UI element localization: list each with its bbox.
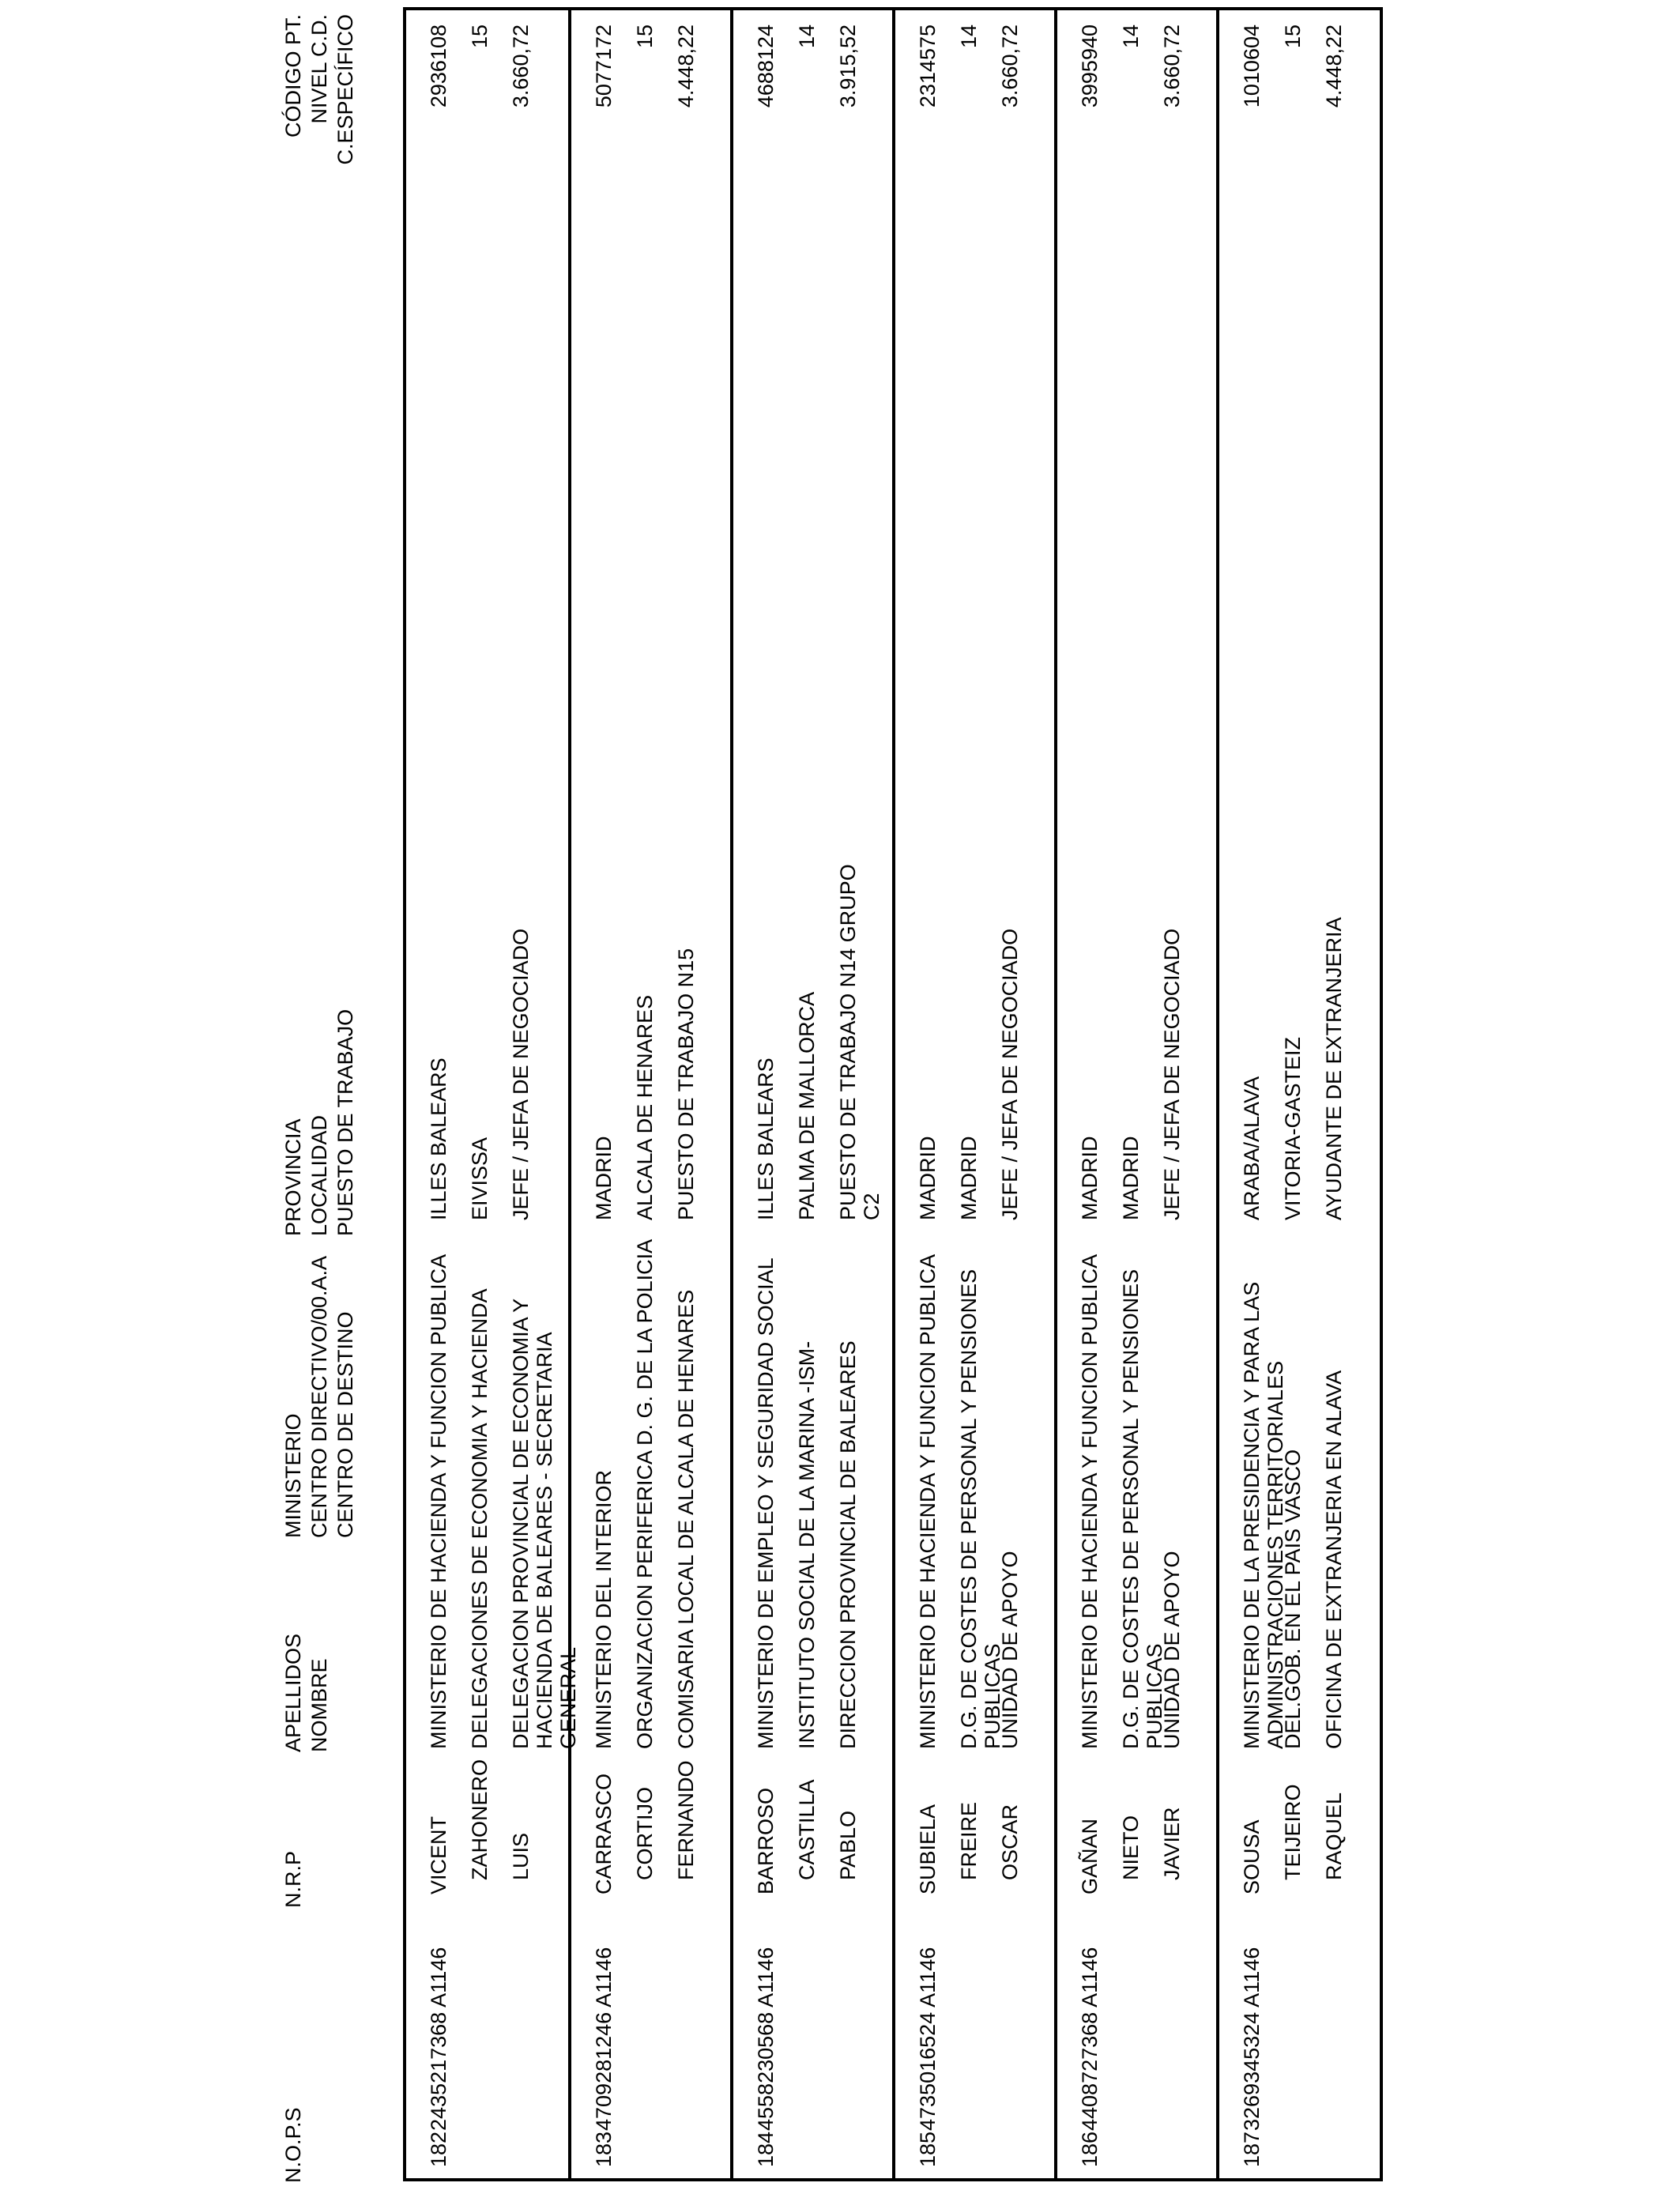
- puesto-value: PUESTO DE TRABAJO N14 GRUPO C2: [836, 864, 883, 1220]
- records-table: [403, 7, 1383, 2181]
- apellido2-value: NIETO: [1119, 1815, 1143, 1880]
- centro-destino-value: DELEGACION PROVINCIAL DE ECONOMIA Y HACIENDA DE BALEARES - SECRETARIA GENERAL: [509, 1299, 580, 1749]
- nops-value: 184: [754, 2131, 778, 2167]
- apellido1-value: SUBIELA: [916, 1804, 940, 1894]
- centro-destino-value: UNIDAD DE APOYO: [1160, 1551, 1184, 1749]
- centro-destino-value: UNIDAD DE APOYO: [998, 1551, 1022, 1749]
- nivel-cd-value: 14: [795, 25, 819, 49]
- nombre-value: JAVIER: [1160, 1807, 1184, 1880]
- codigo-pt-value: 4688124: [754, 25, 778, 108]
- codigo-pt-value: 2936108: [427, 25, 450, 108]
- ministerio-value: MINISTERIO DE EMPLEO Y SEGURIDAD SOCIAL: [754, 1257, 778, 1749]
- puesto-value: JEFE / JEFA DE NEGOCIADO: [998, 928, 1022, 1220]
- apellido2-value: CORTIJO: [633, 1786, 657, 1880]
- centro-directivo-value: DELEGACIONES DE ECONOMIA Y HACIENDA: [468, 1288, 492, 1749]
- ministerio-value: MINISTERIO DE HACIENDA Y FUNCION PUBLICA: [916, 1253, 940, 1749]
- centro-directivo-value: D.G. DE COSTES DE PERSONAL Y PENSIONES PUBLICAS: [1119, 1269, 1166, 1749]
- ministerio-value: MINISTERIO DE LA PRESIDENCIA Y PARA LAS ADMINISTRACIONES TERRITORIALES: [1240, 1281, 1287, 1749]
- header-provincia: PROVINCIA LOCALIDAD PUESTO DE TRABAJO: [281, 1008, 357, 1236]
- localidad-value: MADRID: [957, 1136, 981, 1220]
- c-especifico-value: 4.448,22: [1322, 25, 1346, 108]
- apellido1-value: VICENT: [427, 1815, 450, 1894]
- codigo-pt-value: 2314575: [916, 25, 940, 108]
- c-especifico-value: 4.448,22: [674, 25, 698, 108]
- localidad-value: EIVISSA: [468, 1137, 492, 1220]
- ministerio-value: MINISTERIO DEL INTERIOR: [592, 1469, 616, 1749]
- apellido1-value: SOUSA: [1240, 1819, 1264, 1894]
- c-especifico-value: 3.660,72: [509, 25, 533, 108]
- provincia-value: MADRID: [1078, 1136, 1102, 1220]
- localidad-value: ALCALA DE HENARES: [633, 994, 657, 1220]
- nops-value: 187: [1240, 2131, 1264, 2167]
- table-row: [1054, 10, 1216, 2178]
- centro-destino-value: DIRECCION PROVINCIAL DE BALEARES: [836, 1340, 860, 1749]
- puesto-value: JEFE / JEFA DE NEGOCIADO: [1160, 928, 1184, 1220]
- header-nrp: N.R.P: [281, 1850, 305, 1908]
- provincia-value: ILLES BALEARS: [427, 1057, 450, 1220]
- apellido1-value: GAÑAN: [1078, 1818, 1102, 1894]
- nombre-value: RAQUEL: [1322, 1792, 1346, 1880]
- centro-directivo-value: DEL.GOB. EN EL PAIS VASCO: [1281, 1449, 1305, 1749]
- puesto-value: PUESTO DE TRABAJO N15: [674, 948, 698, 1220]
- nrp-value: 3269345324 A1146: [1240, 1947, 1264, 2131]
- table-row: [730, 10, 892, 2178]
- ministerio-value: MINISTERIO DE HACIENDA Y FUNCION PUBLICA: [427, 1253, 450, 1749]
- apellido1-value: BARROSO: [754, 1787, 778, 1894]
- nops-value: 182: [427, 2131, 450, 2167]
- codigo-pt-value: 1010604: [1240, 25, 1264, 108]
- puesto-value: JEFE / JEFA DE NEGOCIADO: [509, 928, 533, 1220]
- apellido2-value: ZAHONERO: [468, 1759, 492, 1880]
- localidad-value: MADRID: [1119, 1136, 1143, 1220]
- c-especifico-value: 3.915,52: [836, 25, 860, 108]
- provincia-value: MADRID: [592, 1136, 616, 1220]
- apellido2-value: TEIJEIRO: [1281, 1784, 1305, 1880]
- localidad-value: PALMA DE MALLORCA: [795, 991, 819, 1220]
- puesto-value: AYUDANTE DE EXTRANJERIA: [1322, 917, 1346, 1220]
- nivel-cd-value: 15: [1281, 25, 1305, 49]
- nops-value: 183: [592, 2131, 616, 2167]
- codigo-pt-value: 5077172: [592, 25, 616, 108]
- table-row: [568, 10, 730, 2178]
- nivel-cd-value: 15: [633, 25, 657, 49]
- nrp-value: 4709281246 A1146: [592, 1947, 616, 2131]
- nrp-value: 4408727368 A1146: [1078, 1947, 1102, 2131]
- centro-directivo-value: D.G. DE COSTES DE PERSONAL Y PENSIONES PUBLICAS: [957, 1269, 1004, 1749]
- table-row: [1216, 10, 1378, 2178]
- apellido2-value: FREIRE: [957, 1801, 981, 1880]
- nivel-cd-value: 14: [957, 25, 981, 49]
- nombre-value: FERNANDO: [674, 1760, 698, 1880]
- c-especifico-value: 3.660,72: [1160, 25, 1184, 108]
- nrp-value: 4558230568 A1146: [754, 1947, 778, 2131]
- header-apellidos: APELLIDOS NOMBRE: [281, 1633, 331, 1752]
- centro-directivo-value: ORGANIZACION PERIFERICA D. G. DE LA POLICIA: [633, 1238, 657, 1749]
- nops-value: 185: [916, 2131, 940, 2167]
- provincia-value: ILLES BALEARS: [754, 1057, 778, 1220]
- nrp-value: 4735016524 A1146: [916, 1947, 940, 2131]
- centro-directivo-value: INSTITUTO SOCIAL DE LA MARINA -ISM-: [795, 1340, 819, 1749]
- ministerio-value: MINISTERIO DE HACIENDA Y FUNCION PUBLICA: [1078, 1253, 1102, 1749]
- apellido1-value: CARRASCO: [592, 1773, 616, 1894]
- provincia-value: ARABA/ALAVA: [1240, 1076, 1264, 1220]
- nops-value: 186: [1078, 2131, 1102, 2167]
- centro-destino-value: OFICINA DE EXTRANJERIA EN ALAVA: [1322, 1370, 1346, 1749]
- apellido2-value: CASTILLA: [795, 1779, 819, 1880]
- localidad-value: VITORIA-GASTEIZ: [1281, 1036, 1305, 1220]
- codigo-pt-value: 3995940: [1078, 25, 1102, 108]
- table-row: [406, 10, 580, 2178]
- nombre-value: PABLO: [836, 1810, 860, 1880]
- nivel-cd-value: 14: [1119, 25, 1143, 49]
- centro-destino-value: COMISARIA LOCAL DE ALCALA DE HENARES: [674, 1289, 698, 1749]
- nombre-value: OSCAR: [998, 1804, 1022, 1880]
- header-codigo: CÓDIGO PT. NIVEL C.D. C.ESPECÍFICO: [281, 14, 357, 165]
- table-row: [892, 10, 1054, 2178]
- header-ministerio: MINISTERIO CENTRO DIRECTIVO/00.A.A CENTRO DE DESTINO: [281, 1255, 357, 1538]
- nrp-value: 2435217368 A1146: [427, 1947, 450, 2131]
- c-especifico-value: 3.660,72: [998, 25, 1022, 108]
- nivel-cd-value: 15: [468, 25, 492, 49]
- nombre-value: LUIS: [509, 1832, 533, 1880]
- header-nops: N.O.P.S: [281, 2107, 305, 2183]
- provincia-value: MADRID: [916, 1136, 940, 1220]
